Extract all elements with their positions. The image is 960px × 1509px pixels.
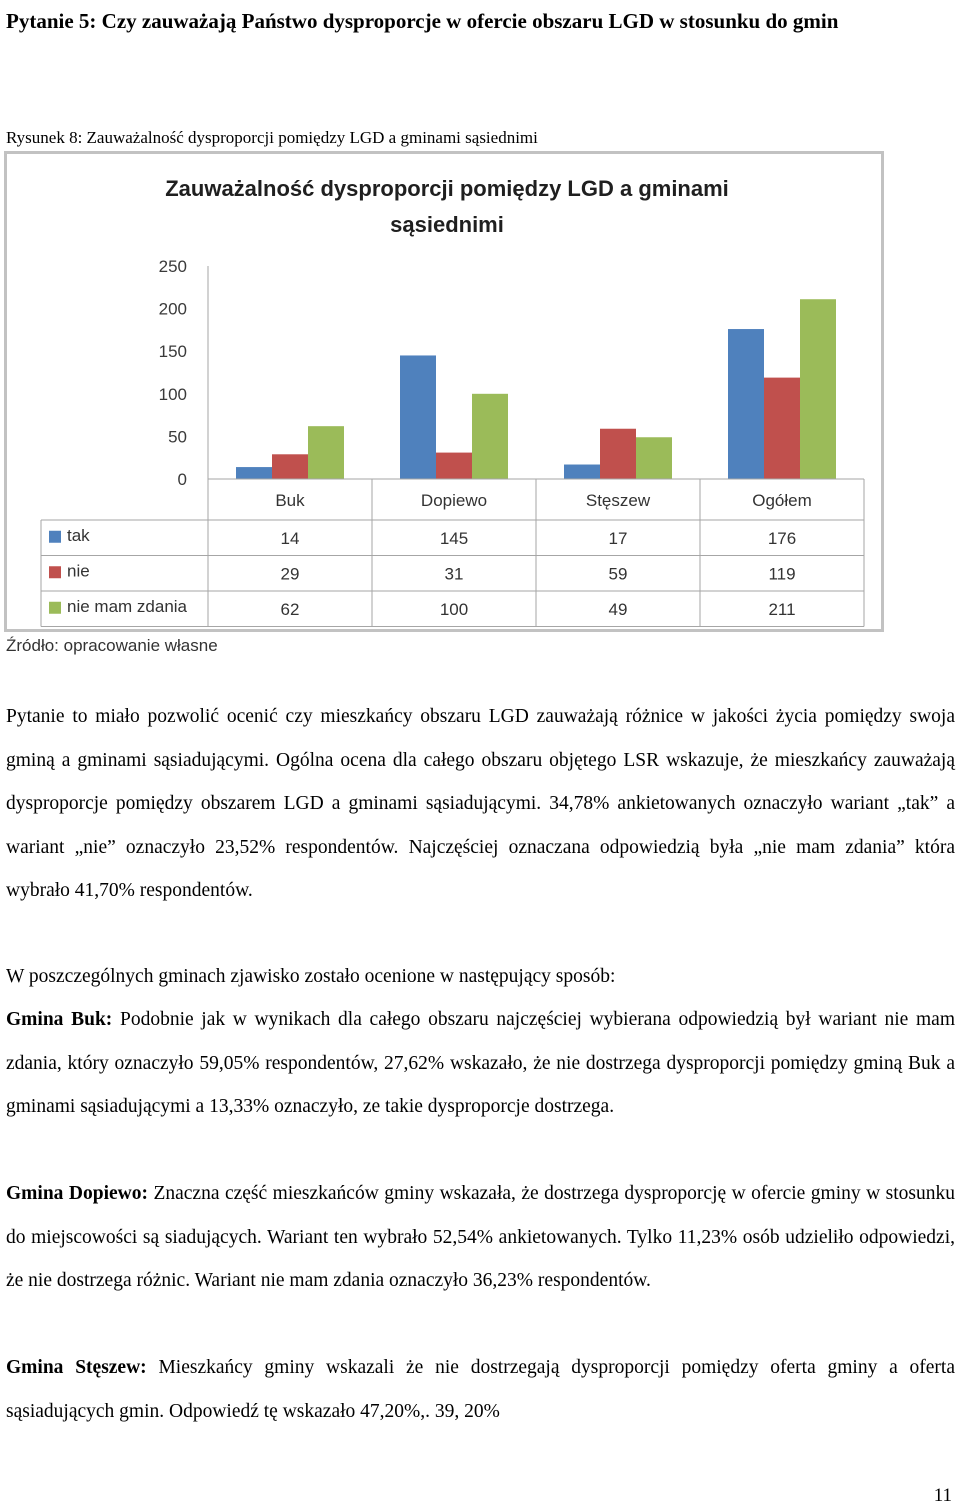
bar-nie xyxy=(764,378,800,479)
legend-label: nie mam zdania xyxy=(67,596,188,616)
y-tick-label: 150 xyxy=(158,342,187,362)
paragraph-body: Podobnie jak w wynikach dla całego obszaru najczęściej wybierana odpowiedzią był wariant nie mam zdania, który oznaczyło 59,05% respondentów, 27,62% wskazało, że nie dostrzega dysproporcji pomiędzy gminą Buk a gminami sąsiadującymi a 13,33% oznaczyło, ze takie dysproporcje dostrzega. xyxy=(6,1009,955,1117)
y-tick-label: 200 xyxy=(158,299,187,319)
legend-key-tak xyxy=(49,531,61,543)
paragraph-body: Znaczna część mieszkańców gminy wskazała, że dostrzega dysproporcję w ofercie gminy w stosunku do miejscowości są siadujących. Wariant ten wybrało 52,54% ankietowanych. Tylko 11,23% osób udzieliło odpowiedzi, że nie dostrzega różnic. Wariant nie mam zdania oznaczyło 36,23% respondentów. xyxy=(6,1183,955,1291)
legend-label: nie xyxy=(67,561,90,581)
question-heading: Pytanie 5: Czy zauważają Państwo dysproporcje w ofercie obszaru LGD w stosunku do gmin xyxy=(6,9,839,33)
bar-tak xyxy=(728,329,764,479)
data-label: 49 xyxy=(608,599,628,619)
source-note: Źródło: opracowanie własne xyxy=(6,636,218,655)
data-label: 31 xyxy=(444,564,464,584)
category-label: Buk xyxy=(275,491,305,510)
data-label: 145 xyxy=(439,528,469,548)
bar-nie xyxy=(600,429,636,479)
bar-nie-mam-zdania xyxy=(308,426,344,479)
bar-nie-mam-zdania xyxy=(636,437,672,479)
legend-label: tak xyxy=(67,525,90,545)
y-tick-label: 50 xyxy=(168,427,187,447)
y-tick-label: 100 xyxy=(158,384,187,404)
figure-caption: Rysunek 8: Zauważalność dysproporcji pomiędzy LGD a gminami sąsiednimi xyxy=(6,128,538,147)
bar-chart xyxy=(7,154,881,629)
y-tick-label: 250 xyxy=(158,257,187,276)
data-label: 14 xyxy=(280,528,300,548)
bar-nie xyxy=(436,453,472,479)
paragraph-lead: Gmina Buk: xyxy=(6,1009,113,1030)
legend-key-nie xyxy=(49,566,61,578)
paragraph-intro xyxy=(6,695,955,913)
data-label: 211 xyxy=(768,599,796,619)
paragraph-lead: Gmina Dopiewo: xyxy=(6,1183,148,1204)
bar-nie xyxy=(272,454,308,479)
data-label: 176 xyxy=(767,528,797,548)
bar-tak xyxy=(564,465,600,479)
paragraph-method xyxy=(6,955,955,999)
paragraph-buk xyxy=(6,998,955,1129)
paragraph-dopiewo xyxy=(6,1172,955,1303)
bar-nie-mam-zdania xyxy=(800,299,836,479)
data-label: 119 xyxy=(768,564,796,584)
paragraph-steszew xyxy=(6,1346,955,1433)
data-label: 17 xyxy=(608,528,628,548)
paragraph-lead: Gmina Stęszew: xyxy=(6,1357,147,1378)
chart-title-line: sąsiednimi xyxy=(390,212,504,237)
category-label: Stęszew xyxy=(585,491,651,510)
page-number: 11 xyxy=(933,1485,952,1506)
y-tick-label: 0 xyxy=(177,470,187,489)
data-label: 29 xyxy=(280,564,300,584)
data-label: 59 xyxy=(608,564,628,584)
paragraph-body: Mieszkańcy gminy wskazali że nie dostrzegają dysproporcji pomiędzy oferta gminy a oferta sąsiadujących gmin. Odpowiedź tę wskazało 47,20%,. 39, 20% xyxy=(6,1357,955,1422)
legend-key-nie-mam-zdania xyxy=(49,602,61,614)
paragraph-body: Pytanie to miało pozwolić ocenić czy mieszkańcy obszaru LGD zauważają różnice w jakości życia pomiędzy swoja gminą a gminami sąsiadującymi. Ogólna ocena dla całego obszaru objętego LSR wskazuje, że mieszkańcy zauważają dysproporcje pomiędzy obszarem LGD a gminami sąsiadującymi. 34,78% ankietowanych oznaczyło wariant „tak” a wariant „nie” oznaczyło 23,52% respondentów. Najczęściej oznaczana odpowiedzią była „nie mam zdania” która wybrało 41,70% respondentów. xyxy=(6,706,955,901)
paragraph-body: W poszczególnych gminach zjawisko zostało ocenione w następujący sposób: xyxy=(6,966,616,987)
bar-tak xyxy=(400,355,436,479)
bar-tak xyxy=(236,467,272,479)
category-label: Dopiewo xyxy=(420,491,488,510)
data-label: 100 xyxy=(439,599,469,619)
data-label: 62 xyxy=(280,599,300,619)
bar-nie-mam-zdania xyxy=(472,394,508,479)
chart-figure xyxy=(4,151,884,632)
chart-title-line: Zauważalność dysproporcji pomiędzy LGD a gminami xyxy=(165,176,729,201)
category-label: Ogółem xyxy=(752,491,812,510)
